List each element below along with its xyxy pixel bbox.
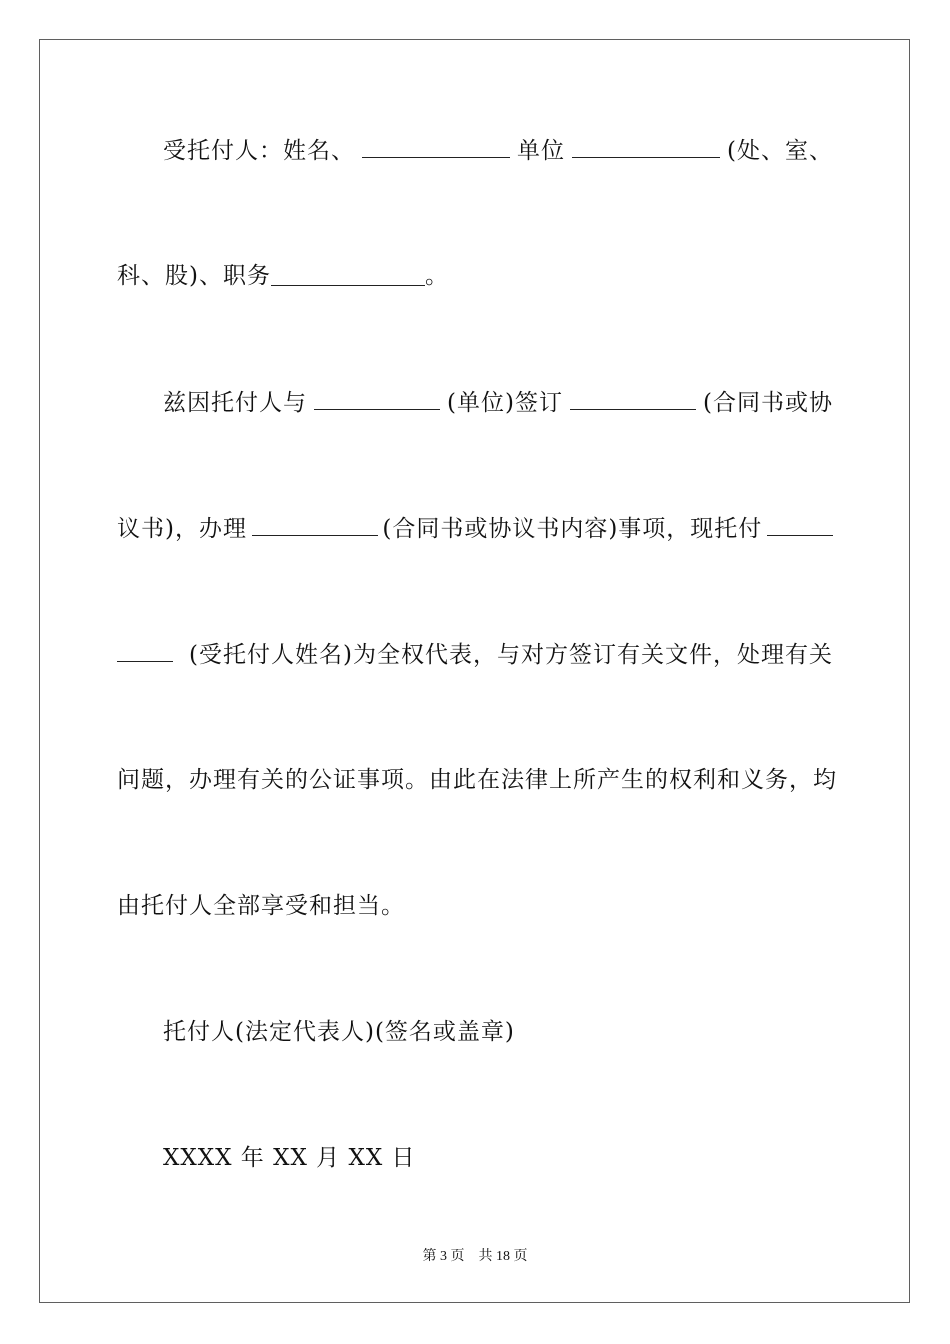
signature-line (163, 1017, 833, 1047)
contract-type-blank (570, 387, 696, 410)
trustee-name-label: 受托付人：姓名、 (163, 138, 355, 164)
notary-matters-text: 问题，办理有关的公证事项。由此在法律上所产生的权利和义务，均 (117, 767, 837, 793)
authorizer-with-label: 兹因托付人与 (163, 390, 307, 416)
date-line (163, 1143, 833, 1173)
representative-label: (受托付人姓名)为全权代表，与对方签订有关文件，处理有关 (189, 642, 833, 668)
sign-label: (单位)签订 (447, 390, 563, 416)
trustee-position-label: 科、股)、职务 (117, 263, 271, 289)
authorization-line-3 (117, 639, 833, 670)
rights-obligations-text: 由托付人全部享受和担当。 (117, 893, 405, 919)
trustee-name-blank-end (117, 639, 173, 662)
contract-type-label: (合同书或协 (703, 390, 833, 416)
authorization-line-2 (117, 513, 833, 544)
trustee-info-line-1 (163, 135, 833, 166)
trustee-name-blank (362, 135, 510, 158)
total-pages-label: 共 18 页 (478, 1249, 528, 1264)
authorization-line-5 (117, 891, 833, 921)
authorization-line-4 (117, 765, 837, 795)
current-page-label: 第 3 页 (422, 1249, 465, 1264)
signature-label: 托付人(法定代表人)(签名或盖章) (163, 1019, 515, 1045)
trustee-unit-label: 单位 (517, 138, 565, 164)
trustee-position-blank (271, 263, 425, 286)
page-footer (0, 1248, 950, 1266)
date-label: XXXX 年 XX 月 XX 日 (163, 1145, 416, 1171)
trustee-name-blank-start (767, 513, 833, 536)
handle-label: 议书)，办理 (117, 516, 247, 542)
counterparty-unit-blank (314, 387, 440, 410)
trustee-period-mark: 。 (424, 263, 449, 289)
trustee-unit-blank (572, 135, 720, 158)
matter-label: (合同书或协议书内容)事项，现托付 (382, 516, 763, 542)
authorization-line-1 (163, 387, 833, 418)
trustee-department-label: (处、室、 (727, 138, 833, 164)
page-border (39, 39, 910, 1303)
trustee-info-line-2 (117, 261, 833, 291)
contract-content-blank (252, 513, 378, 536)
